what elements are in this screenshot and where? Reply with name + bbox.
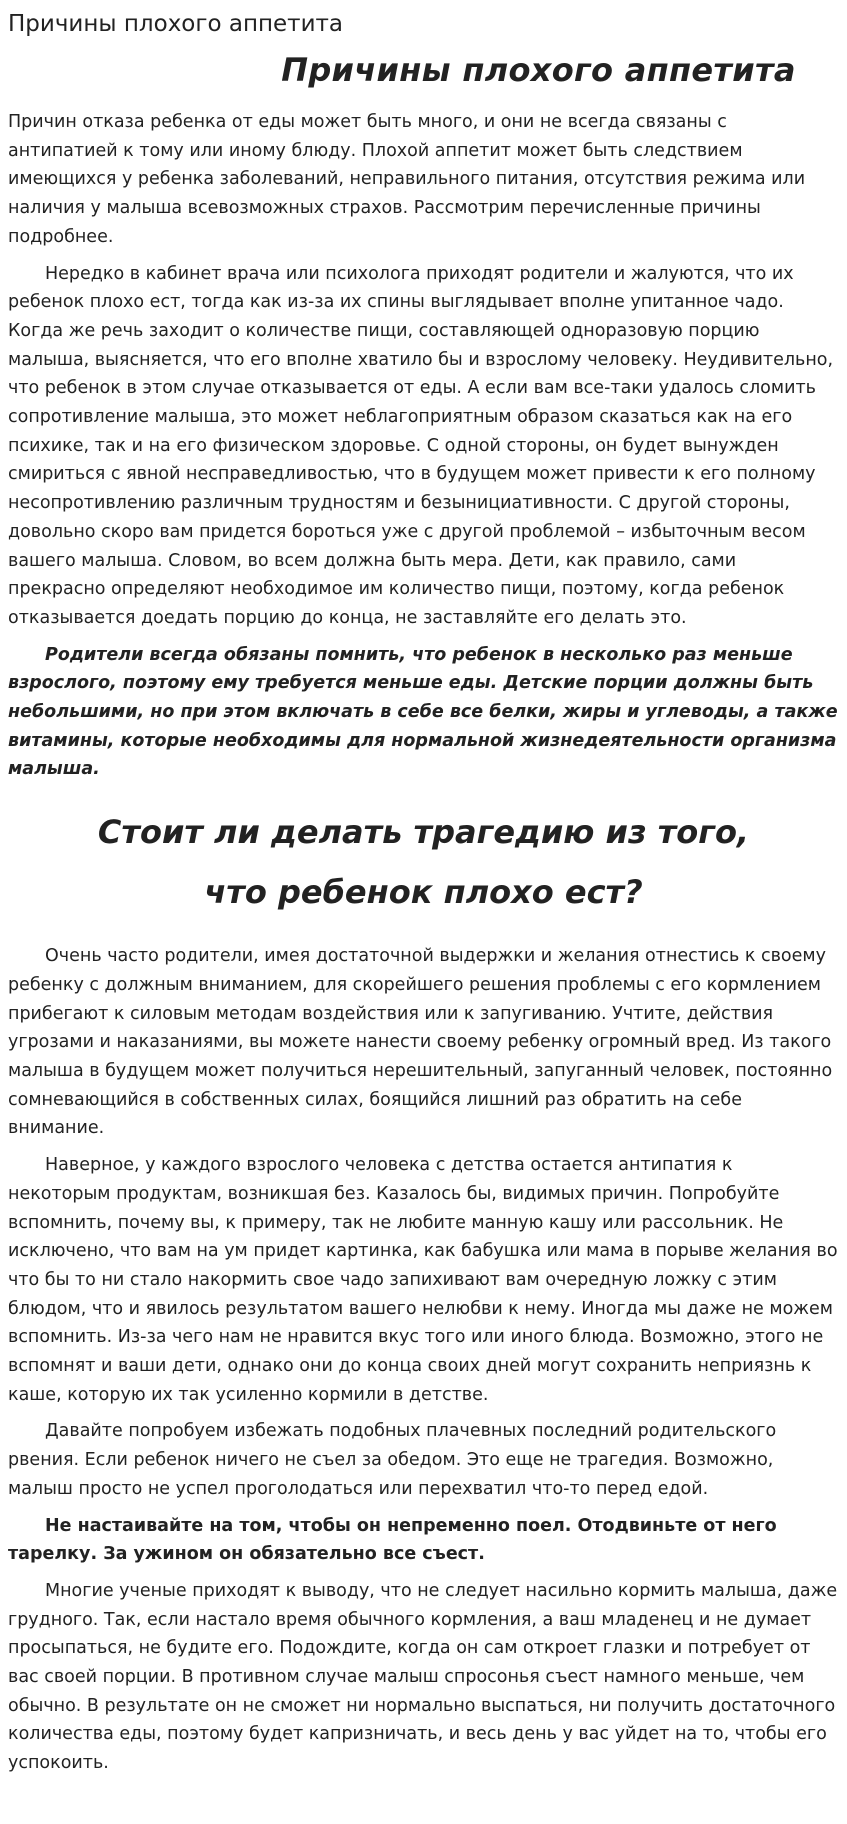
article-highlight-paragraph: Родители всегда обязаны помнить, что ребенок в несколько раз меньше взрослого, поэтому ему требуется меньше еды. Детские порции должны быть небольшими, но при этом включать в себе все белки, жиры и углеводы, а также витамины, которые необходимы для нормальной жизнедеятельности организма малыша. xyxy=(8,644,838,780)
article-paragraph-intro: Причин отказа ребенка от еды может быть много, и они не всегда связаны с антипатией к тому или иному блюду. Плохой аппетит может быть следствием имеющихся у ребенка заболеваний, неправильного питания, отсутствия режима или наличия у малыша всевозможных страхов. Рассмотрим перечисленные причины подробнее. xyxy=(8,112,806,247)
article-title: Причины плохого аппетита xyxy=(281,51,796,89)
page-heading: Причины плохого аппетита xyxy=(8,11,344,37)
section-title-line-1: Стоит ли делать трагедию из того, xyxy=(97,813,750,852)
section-highlight-paragraph: Не настаивайте на том, чтобы он непременно поел. Отодвиньте от него тарелку. За ужином он обязательно все съест. xyxy=(8,1515,777,1565)
section-paragraph: Давайте попробуем избежать подобных плачевных последний родительского рвения. Если ребенок ничего не съел за обедом. Это еще не трагедия. Возможно, малыш просто не успел проголодаться или перехватил что-то перед едой. xyxy=(8,1421,777,1499)
article-paragraph: Нередко в кабинет врача или психолога приходят родители и жалуются, что их ребенок плохо ест, тогда как из-за их спины выглядывает вполне упитанное чадо. Когда же речь заходит о количестве пищи, составляющей одноразовую порцию малыша, выясняется, что его вполне хватило бы и взрослому человеку. Неудивительно, что ребенок в этом случае отказывается от еды. А если вам все-таки удалось сломить сопротивление малыша, это может неблагоприятным образом сказаться как на его психике, так и на его физическом здоровье. С одной стороны, он будет вынужден смириться с явной несправедливостью, что в будущем может привести к его полному несопротивлению различным трудностям и безынициативности. С другой стороны, довольно скоро вам придется бороться уже с другой проблемой – избыточным весом вашего малыша. Словом, во всем должна быть мера. Дети, как правило, сами прекрасно определяют необходимое им количество пищи, поэтому, когда ребенок отказывается доедать порцию до конца, не заставляйте его делать это. xyxy=(8,263,834,628)
section-paragraph: Очень часто родители, имея достаточной выдержки и желания отнестись к своему ребенку с должным вниманием, для скорейшего решения проблемы с его кормлением прибегают к силовым методам воздействия или к запугиванию. Учтите, действия угрозами и наказаниями, вы можете нанести своему ребенку огромный вред. Из такого малыша в будущем может получиться нерешительный, запуганный человек, постоянно сомневающийся в собственных силах, боящийся лишний раз обратить на себе внимание. xyxy=(8,946,833,1139)
section-paragraph: Наверное, у каждого взрослого человека с детства остается антипатия к некоторым продуктам, возникшая без. Казалось бы, видимых причин. Попробуйте вспомнить, почему вы, к примеру, так не любите манную кашу или рассольник. Не исключено, что вам на ум придет картинка, как бабушка или мама в порыве желания во что бы то ни стало накормить свое чадо запихивают вам очередную ложку с этим блюдом, что и явилось результатом вашего нелюбви к нему. Иногда мы даже не можем вспомнить. Из-за чего нам не нравится вкус того или иного блюда. Возможно, этого не вспомнят и ваши дети, однако они до конца своих дней могут сохранить неприязнь к каше, которую их так усиленно кормили в детстве. xyxy=(8,1155,838,1405)
section-title xyxy=(8,802,839,922)
section-paragraph: Многие ученые приходят к выводу, что не следует насильно кормить малыша, даже грудного. Так, если настало время обычного кормления, а ваш младенец и не думает просыпаться, не будите его. Подождите, когда он сам откроет глазки и потребует от вас своей порции. В противном случае малыш спросонья съест намного меньше, чем обычно. В результате он не сможет ни нормально выспаться, ни получить достаточного количества еды, поэтому будет капризничать, и весь день у вас уйдет на то, чтобы его успокоить. xyxy=(8,1580,838,1774)
section-title-line-2: что ребенок плохо ест? xyxy=(204,873,643,912)
